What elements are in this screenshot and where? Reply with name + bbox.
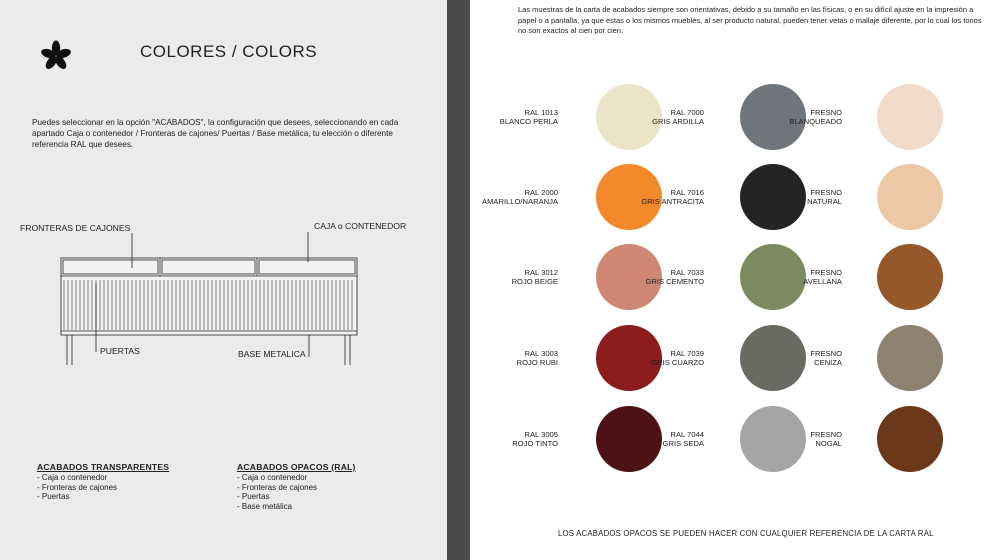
swatch-code: FRESNO	[810, 188, 842, 197]
swatch-label	[789, 108, 842, 126]
list-item: - Fronteras de cajones	[237, 482, 318, 492]
disclaimer-text: Las muestras de la carta de acabados siempre son orientativas, debido a su tamaño en las físicas, o en su difícil ajuste en la impresión a papel o a pantalla, ya que estas o los mismos muebles, al ser producto natural, pueden tener vetas o mallaje diferente, por lo cual los tonos no son exactos al cien por cien.	[518, 5, 982, 36]
swatch-label	[512, 268, 558, 286]
list-item: - Base metálica	[237, 501, 293, 511]
swatch-label	[517, 349, 558, 367]
swatch-code: RAL 7044	[670, 430, 704, 439]
swatch-name: GRIS SEDA	[662, 439, 704, 448]
swatch-name: BLANQUEADO	[789, 117, 842, 126]
swatch-name: AVELLANA	[803, 277, 842, 286]
page-divider	[447, 0, 470, 560]
swatch-label	[663, 430, 704, 448]
color-swatch	[740, 406, 806, 472]
page-title: COLORES / COLORS	[140, 42, 318, 61]
color-swatch	[877, 164, 943, 230]
swatch-label	[651, 349, 704, 367]
swatch-code: RAL 7039	[670, 349, 704, 358]
opacos-list	[237, 463, 356, 511]
label-base: BASE METALICA	[238, 349, 306, 359]
swatch-code: FRESNO	[810, 430, 842, 439]
swatch-name: GRIS ARDILLA	[652, 117, 704, 126]
swatch-label	[645, 268, 704, 286]
color-swatch	[740, 325, 806, 391]
color-swatch	[740, 164, 806, 230]
swatch-name: ROJO TINTO	[512, 439, 558, 448]
list-item: - Fronteras de cajones	[37, 482, 118, 492]
color-swatch	[877, 244, 943, 310]
swatch-name: NOGAL	[815, 439, 842, 448]
swatch-label	[652, 108, 704, 126]
swatch-code: RAL 7016	[670, 188, 704, 197]
left-panel	[0, 0, 447, 560]
transparentes-heading: ACABADOS TRANSPARENTES	[37, 462, 170, 472]
swatch-code: RAL 2000	[524, 188, 558, 197]
list-item: - Caja o contenedor	[237, 473, 308, 483]
swatch-code: RAL 7033	[670, 268, 704, 277]
swatch-name: BLANCO PERLA	[499, 117, 558, 126]
color-swatch	[877, 406, 943, 472]
list-item: - Caja o contenedor	[37, 473, 108, 483]
swatch-label	[810, 430, 842, 448]
swatch-code: FRESNO	[810, 349, 842, 358]
swatch-label	[500, 108, 558, 126]
swatch-name: ROJO RUBI	[516, 358, 558, 367]
swatch-name: NATURAL	[807, 197, 842, 206]
swatch-name: GRIS CUARZO	[651, 358, 704, 367]
swatch-code: RAL 1013	[524, 108, 558, 117]
swatch-code: RAL 3005	[524, 430, 558, 439]
swatch-code: RAL 3003	[524, 349, 558, 358]
swatch-name: GRIS CEMENTO	[645, 277, 704, 286]
list-item: - Puertas	[237, 492, 270, 502]
footer-note: LOS ACABADOS OPACOS SE PUEDEN HACER CON CUALQUIER REFERENCIA DE LA CARTA RAL	[558, 529, 934, 538]
color-swatch	[596, 406, 662, 472]
right-panel	[470, 0, 1000, 560]
opacos-heading: ACABADOS OPACOS (RAL)	[237, 462, 356, 472]
swatch-label	[807, 188, 842, 206]
transparentes-list	[37, 463, 169, 502]
swatch-code: RAL 7000	[670, 108, 704, 117]
color-swatch	[877, 84, 943, 150]
swatch-code: FRESNO	[810, 108, 842, 117]
label-fronteras: FRONTERAS DE CAJONES	[20, 223, 131, 233]
label-caja: CAJA o CONTENEDOR	[314, 221, 407, 231]
swatch-name: GRIS ANTRACITA	[641, 197, 704, 206]
intro-text: Puedes seleccionar en la opción "ACABADOS", la configuración que desees, seleccionando en cada apartado Caja o contenedor / Fronteras de cajones/ Puertas / Base metálica, tu elección o diferente referencia RAL que desees.	[32, 118, 399, 149]
swatch-label	[641, 188, 704, 206]
swatch-label	[512, 430, 558, 448]
swatch-name: ROJO BEIGE	[511, 277, 558, 286]
swatch-label	[803, 268, 842, 286]
swatch-label	[810, 349, 842, 367]
color-swatch	[877, 325, 943, 391]
swatch-name: AMARILLO/NARANJA	[482, 197, 558, 206]
swatch-code: RAL 3012	[524, 268, 558, 277]
swatch-label	[482, 188, 558, 206]
swatch-name: CENIZA	[814, 358, 842, 367]
swatch-code: FRESNO	[810, 268, 842, 277]
color-swatch	[740, 244, 806, 310]
label-puertas: PUERTAS	[100, 346, 140, 356]
list-item: - Puertas	[37, 492, 70, 502]
